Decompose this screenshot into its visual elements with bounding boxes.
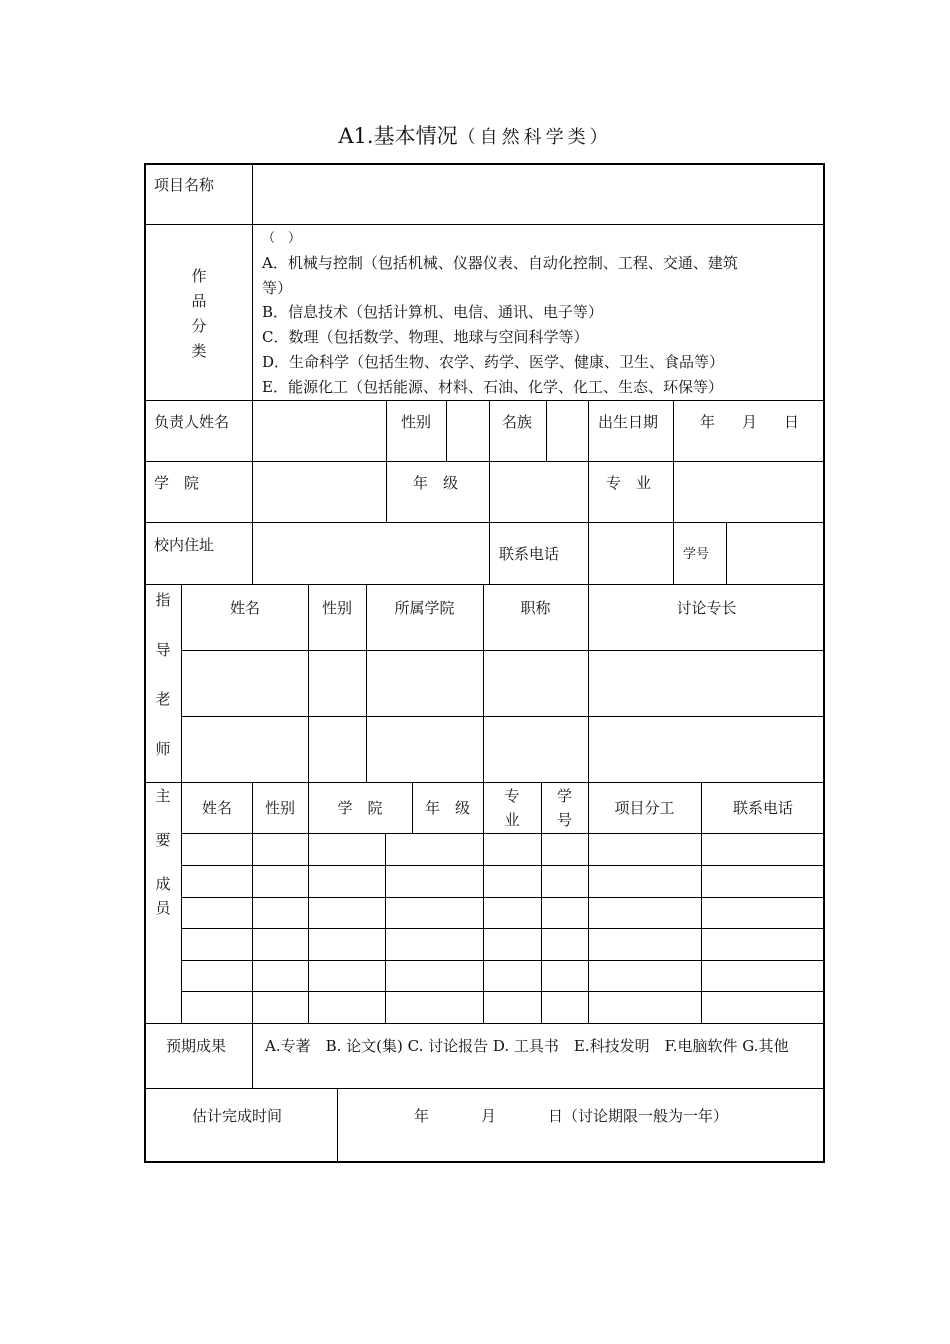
category-option-b: B．信息技术（包括计算机、电信、通讯、电子等） bbox=[262, 303, 604, 321]
address-label: 校内住址 bbox=[154, 536, 215, 554]
rule bbox=[145, 782, 825, 783]
rule bbox=[546, 400, 547, 461]
members-label-char: 员 bbox=[155, 899, 171, 917]
members-label-char: 主 bbox=[155, 787, 171, 805]
category-label-char: 品 bbox=[191, 292, 207, 310]
advisor-header-gender: 性别 bbox=[321, 599, 352, 617]
rule bbox=[145, 400, 825, 401]
rule bbox=[446, 400, 447, 461]
rule bbox=[252, 782, 253, 1023]
rule bbox=[145, 224, 825, 225]
birth-month-label: 月 bbox=[742, 413, 758, 431]
rule bbox=[701, 782, 702, 1023]
grade-label: 年 级 bbox=[413, 474, 459, 492]
completion-label: 估计完成时间 bbox=[192, 1107, 283, 1125]
rule bbox=[726, 522, 727, 584]
advisor-label-char: 师 bbox=[155, 740, 171, 758]
category-label-char: 作 bbox=[191, 267, 207, 285]
category-option-d: D．生命科学（包括生物、农学、药学、医学、健康、卫生、食品等） bbox=[262, 353, 725, 371]
members-header-phone: 联系电话 bbox=[732, 799, 793, 817]
page-title bbox=[0, 120, 950, 150]
category-option-c: C．数理（包括数学、物理、地球与空间科学等） bbox=[262, 328, 589, 346]
category-option-a: A．机械与控制（包括机械、仪器仪表、自动化控制、工程、交通、建筑 bbox=[262, 254, 738, 272]
outcome-options: A.专著 B. 论文(集) C. 讨论报告 D. 工具书 E.科技发明 F.电脑软件 G.其他 bbox=[265, 1037, 789, 1055]
members-header-college: 学 院 bbox=[337, 799, 383, 817]
rule bbox=[145, 461, 825, 462]
birth-day-label: 日 bbox=[784, 413, 800, 431]
advisor-header-expertise: 讨论专长 bbox=[676, 599, 737, 617]
leader-name-label: 负责人姓名 bbox=[154, 413, 230, 431]
advisor-label-char: 导 bbox=[155, 641, 171, 659]
rule bbox=[385, 833, 386, 1023]
members-header-id-1: 学 bbox=[556, 787, 572, 805]
members-label-char: 要 bbox=[155, 831, 171, 849]
rule bbox=[386, 400, 387, 522]
completion-day-note: 日（讨论期限一般为一年） bbox=[548, 1107, 729, 1125]
rule bbox=[308, 782, 309, 1023]
rule bbox=[182, 897, 825, 898]
advisor-label-char: 指 bbox=[155, 591, 171, 609]
members-header-major-1: 专 bbox=[504, 787, 520, 805]
members-header-id-2: 号 bbox=[556, 811, 572, 829]
rule bbox=[182, 650, 825, 651]
rule bbox=[588, 400, 589, 584]
advisor-header-title: 职称 bbox=[520, 599, 551, 617]
rule bbox=[182, 716, 825, 717]
rule bbox=[145, 1088, 825, 1089]
leader-ethnicity-label: 名族 bbox=[502, 413, 533, 431]
members-header-grade: 年 级 bbox=[424, 799, 470, 817]
rule bbox=[673, 522, 674, 584]
category-label-char: 类 bbox=[191, 342, 207, 360]
rule bbox=[252, 1023, 253, 1088]
rule bbox=[252, 164, 253, 584]
project-name-label: 项目名称 bbox=[154, 176, 215, 194]
completion-year: 年 bbox=[414, 1107, 430, 1125]
leader-birth-label: 出生日期 bbox=[598, 413, 659, 431]
rule bbox=[145, 1023, 825, 1024]
student-id-label: 学号 bbox=[683, 547, 710, 562]
members-header-role: 项目分工 bbox=[614, 799, 675, 817]
major-label: 专 业 bbox=[606, 474, 652, 492]
birth-year-label: 年 bbox=[700, 413, 716, 431]
members-header-major-2: 业 bbox=[504, 811, 520, 829]
title-sub: （自然科学类） bbox=[457, 127, 612, 148]
advisor-label-char: 老 bbox=[155, 690, 171, 708]
category-label-char: 分 bbox=[191, 317, 207, 335]
rule bbox=[182, 865, 825, 866]
advisor-header-name: 姓名 bbox=[229, 599, 260, 617]
leader-gender-label: 性别 bbox=[401, 413, 432, 431]
category-blank: （ ） bbox=[262, 231, 302, 246]
rule bbox=[145, 522, 825, 523]
title-main: A1.基本情况 bbox=[338, 124, 458, 148]
members-header-name: 姓名 bbox=[201, 799, 232, 817]
category-option-e: E．能源化工（包括能源、材料、石油、化学、化工、生态、环保等） bbox=[262, 378, 723, 396]
rule bbox=[145, 584, 825, 585]
phone-label: 联系电话 bbox=[499, 545, 560, 563]
rule bbox=[182, 960, 825, 961]
rule bbox=[182, 928, 825, 929]
outcome-label: 预期成果 bbox=[166, 1037, 227, 1055]
members-label-char: 成 bbox=[155, 875, 171, 893]
college-label: 学 院 bbox=[154, 474, 200, 492]
rule bbox=[489, 400, 490, 584]
advisor-header-college: 所属学院 bbox=[394, 599, 455, 617]
category-option-a-cont: 等） bbox=[262, 279, 293, 297]
rule bbox=[673, 400, 674, 522]
rule bbox=[182, 991, 825, 992]
completion-month: 月 bbox=[481, 1107, 497, 1125]
rule bbox=[337, 1088, 338, 1162]
rule bbox=[182, 833, 825, 834]
members-header-gender: 性别 bbox=[264, 799, 295, 817]
